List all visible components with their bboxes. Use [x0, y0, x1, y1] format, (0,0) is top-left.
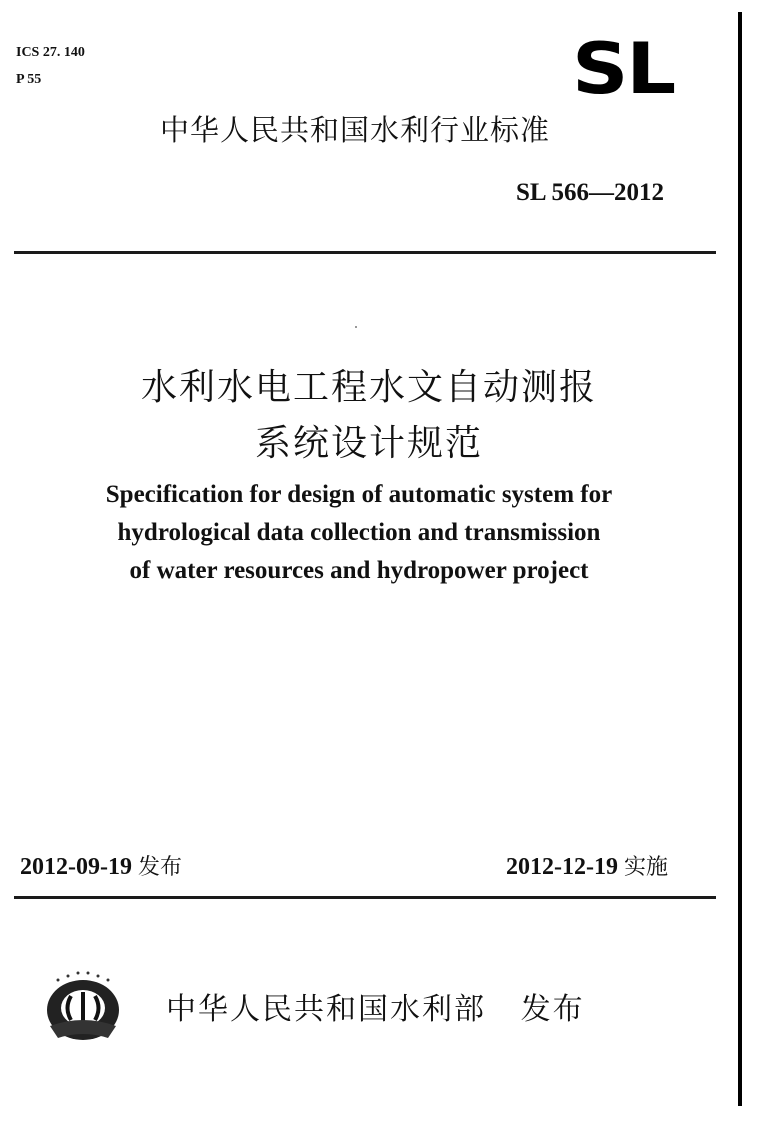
- issue-date: [20, 852, 182, 883]
- standard-number: SL 566—2012: [516, 179, 664, 206]
- sl-logo: SL: [572, 28, 674, 110]
- ministry-emblem-icon: [38, 966, 128, 1046]
- english-title-line-3: of water resources and hydropower project: [129, 557, 589, 584]
- implement-date-label: 实施: [623, 855, 668, 880]
- page-edge-border: [738, 12, 742, 1106]
- publisher: [166, 990, 585, 1030]
- issue-date-value: 2012-09-19: [20, 854, 132, 880]
- ccs-code: P 55: [16, 72, 42, 87]
- speck: [355, 326, 357, 328]
- implement-date-value: 2012-12-19: [506, 854, 618, 880]
- chinese-title-line-1: 水利水电工程水文自动测报: [140, 367, 597, 408]
- publisher-name: 中华人民共和国水利部: [166, 992, 486, 1027]
- english-title: [0, 476, 718, 590]
- divider-bottom: [14, 896, 716, 899]
- divider-top: [14, 251, 716, 254]
- issue-date-label: 发布: [137, 855, 182, 880]
- english-title-line-1: Specification for design of automatic system for: [105, 481, 613, 508]
- english-title-line-2: hydrological data collection and transmission: [117, 519, 601, 546]
- ics-code: ICS 27. 140: [16, 45, 85, 60]
- chinese-title: [0, 360, 738, 472]
- standard-category: 中华人民共和国水利行业标准: [160, 113, 551, 147]
- implement-date: [506, 852, 668, 883]
- publish-label: 发布: [520, 992, 585, 1027]
- chinese-title-line-2: 系统设计规范: [254, 423, 483, 464]
